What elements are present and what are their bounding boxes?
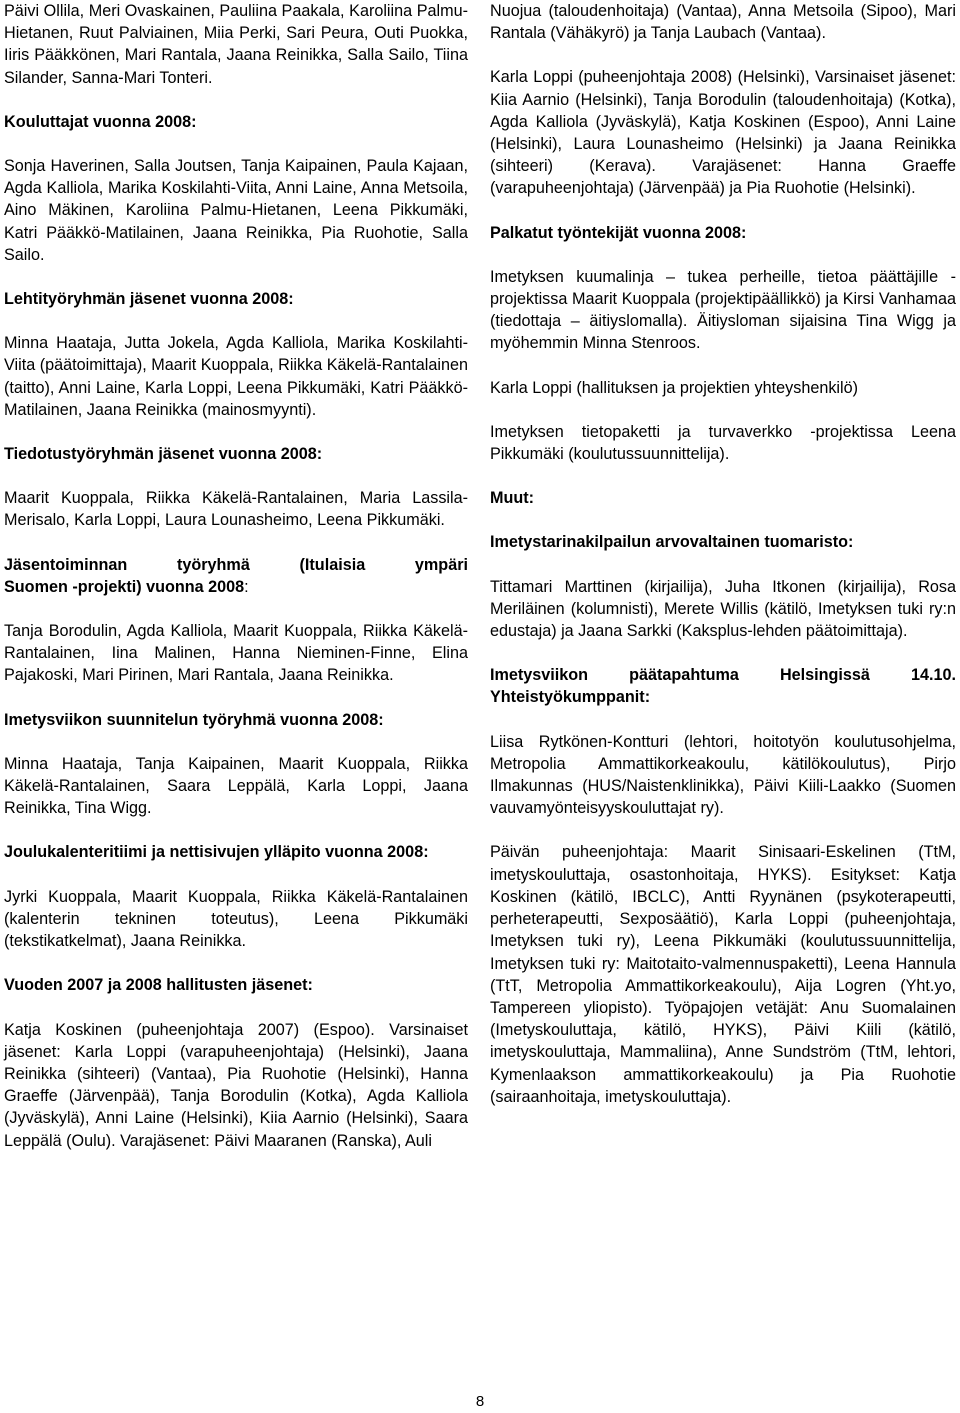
boards-list: Katja Koskinen (puheenjohtaja 2007) (Espoo). Varsinaiset jäsenet: Karla Loppi (varapuheenjohtaja) (Helsinki), Jaana Reinikka (sihteeri) (Vantaa), Pia Ruohotie (Helsinki), Hanna Graeffe (Järvenpää), Tanja Borodulin (Kotka), Agda Kalliola (Jyväskylä), Anni Laine (Helsinki), Kiia Aarnio (Helsinki), Saara Leppälä (Oulu). Varajäsenet: Päivi Maaranen (Ranska), Auli xyxy=(4,1020,468,1150)
trainers-list: Sonja Haverinen, Salla Joutsen, Tanja Kaipainen, Paula Kajaan, Agda Kalliola, Marika Koskilahti-Viita, Anni Laine, Anna Metsoila, Aino Mäkinen, Karoliina Palmu-Hietanen, Leena Pikkumäki, Katri Pääkkö-Matilainen, Jaana Reinikka, Pia Ruohotie, Salla Sailo. xyxy=(4,157,468,264)
jury-heading: Imetystarinakilpailun arvovaltainen tuomaristo: xyxy=(490,533,854,552)
calendar-group-list: Jyrki Kuoppala, Maarit Kuoppala, Riikka Käkelä-Rantalainen (kalenterin tekninen toteutus), Leena Pikkumäki (tekstikatkelmat), Jaana Reinikka. xyxy=(4,887,468,951)
page-number: 8 xyxy=(475,1393,485,1410)
trainers-heading: Kouluttajat vuonna 2008: xyxy=(4,112,197,131)
calendar-group-heading: Joulukalenteritiimi ja nettisivujen ylläpito vuonna 2008: xyxy=(4,843,429,862)
staff-project-1: Imetyksen kuumalinja – tukea perheille, tietoa päättäjille -projektissa Maarit Kuoppala (projektipäällikkö) ja Kirsi Vanhamaa (tiedottaja – äitiyslomalla). Äitiysloman sijaisina Tina Wigg ja myöhemmin Minna Stenroos. xyxy=(490,267,956,353)
member-group-heading-line1: Jäsentoiminnan työryhmä (Itulaisia ympäri xyxy=(4,555,468,574)
info-group-heading: Tiedotustyöryhmän jäsenet vuonna 2008: xyxy=(4,445,323,464)
week-group-list: Minna Haataja, Tanja Kaipainen, Maarit Kuoppala, Riikka Käkelä-Rantalainen, Saara Leppälä, Karla Loppi, Jaana Reinikka, Tina Wigg. xyxy=(4,754,468,818)
staff-contact: Karla Loppi (hallituksen ja projektien yhteyshenkilö) xyxy=(490,378,859,397)
staff-project-2: Imetyksen tietopaketti ja turvaverkko -projektissa Leena Pikkumäki (koulutussuunnittelija). xyxy=(490,422,956,464)
participants-continued: Päivi Ollila, Meri Ovaskainen, Pauliina Paakala, Karoliina Palmu-Hietanen, Ruut Palviainen, Miia Perki, Sari Peura, Outi Puokka, Iiris Pääkkönen, Mari Rantala, Jaana Reinikka, Salla Sailo, Tiina Silander, Sanna-Mari Tonteri. xyxy=(4,2,468,87)
boards-heading: Vuoden 2007 ja 2008 hallitusten jäsenet: xyxy=(4,976,313,995)
member-group-heading-line2 xyxy=(4,576,468,598)
other-heading: Muut: xyxy=(490,489,535,508)
member-group-heading-text: Suomen -projekti) vuonna 2008 xyxy=(4,577,245,596)
jury-list: Tittamari Marttinen (kirjailija), Juha Itkonen (kirjailija), Rosa Meriläinen (kolumnisti), Merete Willis (kätilö, Imetyksen tuki ry:n edustaja) ja Jaana Sarkki (Kaksplus-lehden päätoimittaja). xyxy=(490,577,956,641)
event-day-program: Päivän puheenjohtaja: Maarit Sinisaari-Eskelinen (TtM, imetyskouluttaja, osastonhoitaja, HYKS). Esitykset: Katja Koskinen (kätilö, IBCLC), Antti Ryynänen (psykoterapeutti, perheterapeutti, Sexposäätiö), Karla Loppi (puheenjohtaja, Imetyksen tuki ry), Leena Pikkumäki (koulutussuunnittelija, Imetyksen tuki ry: Maitotaito-valmennuspaketti), Leena Hannula (TtT, Metropolia Ammattikorkeakoulu), Aija Logren (Yht.yo, Tampereen yliopisto). Työpajojen vetäjät: Anu Suomalainen (Imetyskouluttaja, kätilö, HYKS), Päivi Kiili (kätilö, imetyskouluttaja, Mammaliina), Anne Sundström (TtM, lehtori, Kymenlaakson ammattikorkeakoulu) ja Pia Ruohotie (sairaanhoitaja, imetyskouluttaja). xyxy=(490,843,956,1106)
member-group-list: Tanja Borodulin, Agda Kalliola, Maarit Kuoppala, Riikka Käkelä-Rantalainen, Iina Malinen, Hanna Nieminen-Finne, Elina Pajakoski, Mari Pirinen, Mari Rantala, Jaana Reinikka. xyxy=(4,622,468,685)
info-group-list: Maarit Kuoppala, Riikka Käkelä-Rantalainen, Maria Lassila-Merisalo, Karla Loppi, Laura Lounasheimo, Leena Pikkumäki. xyxy=(4,489,468,530)
board-2008-list: Karla Loppi (puheenjohtaja 2008) (Helsinki), Varsinaiset jäsenet: Kiia Aarnio (Helsinki), Tanja Borodulin (taloudenhoitaja) (Kotka), Agda Kalliola (Jyväskylä), Katja Koskinen (Espoo), Anni Laine (Helsinki), Laura Lounasheimo (Helsinki) ja Jaana Reinikka (sihteeri) (Kerava). Varajäsenet: Hanna Graeffe (varapuheenjohtaja) (Järvenpää) ja Pia Ruohotie (Helsinki). xyxy=(490,68,956,198)
week-group-heading: Imetysviikon suunnitelun työryhmä vuonna 2008: xyxy=(4,710,384,729)
magazine-group-heading: Lehtityöryhmän jäsenet vuonna 2008: xyxy=(4,290,294,309)
right-column xyxy=(490,0,956,1108)
partners-list: Liisa Rytkönen-Kontturi (lehtori, hoitotyön koulutusohjelma, Metropolia Ammattikorkeakoulu, kätilökoulutus), Pirjo Ilmakunnas (HUS/Naistenklinikka), Päivi Kiili-Laakko (Suomen vauvamyönteisyyskouluttajat ry). xyxy=(490,732,956,818)
magazine-group-list: Minna Haataja, Jutta Jokela, Agda Kalliola, Marika Koskilahti-Viita (päätoimittaja), Maarit Kuoppala, Riikka Käkelä-Rantalainen (taitto), Anni Laine, Karla Loppi, Leena Pikkumäki, Katri Pääkkö-Matilainen, Jaana Reinikka (mainosmyynti). xyxy=(4,334,468,419)
boards-list-continued: Nuojua (taloudenhoitaja) (Vantaa), Anna Metsoila (Sipoo), Mari Rantala (Vähäkyrö) ja Tanja Laubach (Vantaa). xyxy=(490,2,956,43)
staff-heading: Palkatut työntekijät vuonna 2008: xyxy=(490,223,747,242)
event-heading: Imetysviikon päätapahtuma Helsingissä 14.10. Yhteistyökumppanit: xyxy=(490,666,956,707)
left-column xyxy=(4,0,468,1152)
member-group-heading-colon: : xyxy=(244,577,249,596)
